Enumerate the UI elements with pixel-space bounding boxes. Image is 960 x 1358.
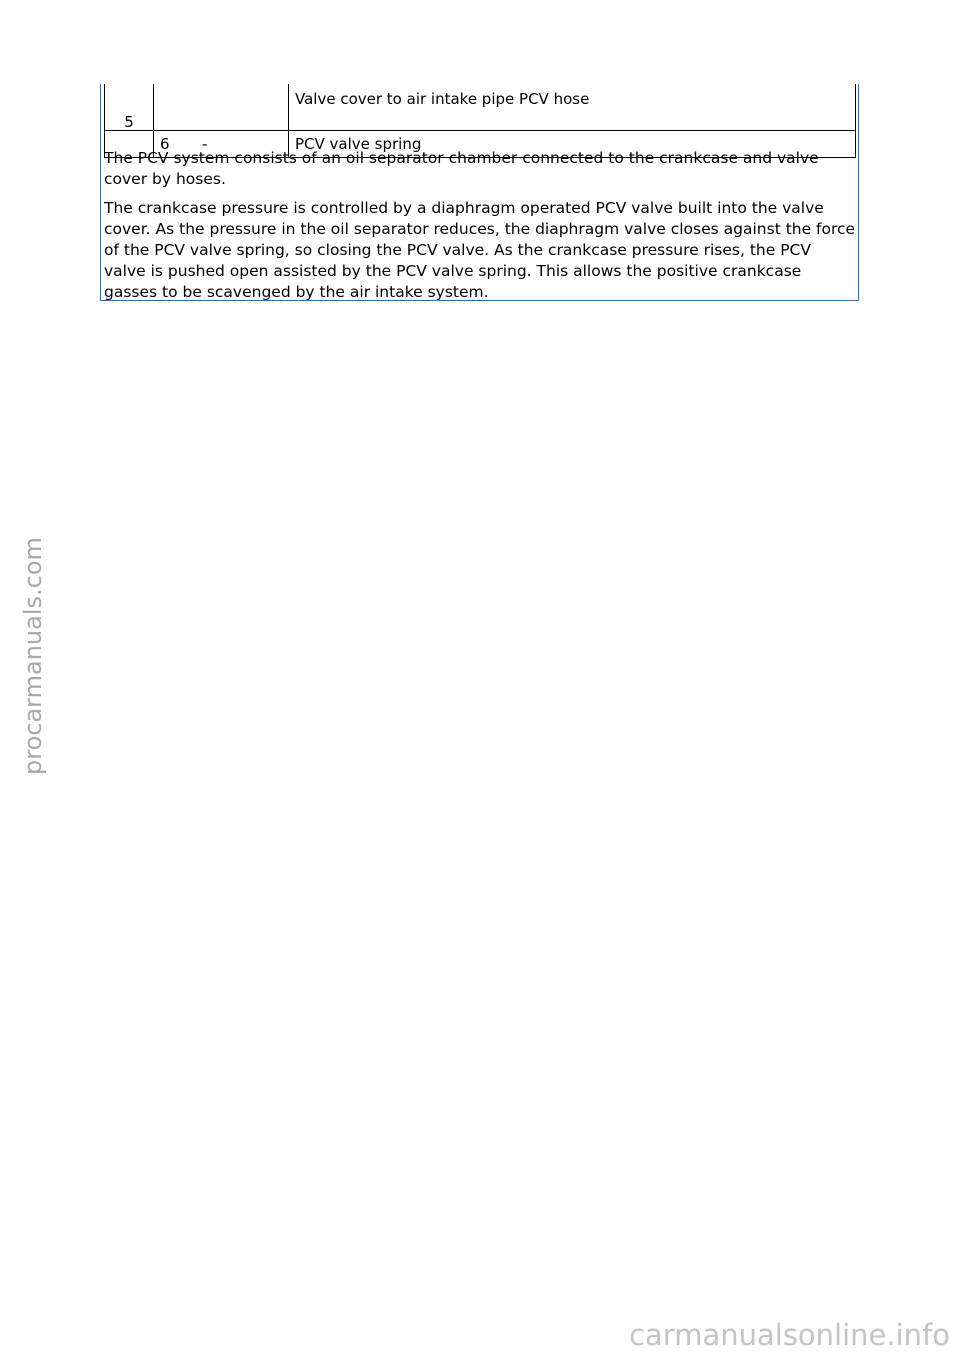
- sub-number: 6: [160, 135, 170, 153]
- side-watermark: procarmanuals.com: [19, 537, 47, 775]
- bottom-watermark: carmanualsonline.info: [629, 1318, 950, 1352]
- content-frame: [100, 84, 859, 301]
- parts-table: [104, 84, 856, 158]
- paragraph-crankcase-pressure: The crankcase pressure is controlled by a diaphragm operated PCV valve built into the valve cover. As the pressure in the oil separator reduces, the diaphragm valve closes against the force of the PCV valve spring, so closing the PCV valve. As the crankcase pressure rises, the PCV valve is pushed open assisted by the PCV valve spring. This allows the positive crankcase gasses to be scavenged by the air intake system.: [104, 199, 856, 301]
- item-description: Valve cover to air intake pipe PCV hose: [289, 84, 856, 131]
- paragraph-pcv-system: The PCV system consists of an oil separator chamber connected to the crankcase and valve cover by hoses.: [104, 149, 819, 188]
- table-row: [105, 84, 856, 131]
- item-sub-number: [154, 84, 289, 131]
- item-description: PCV valve spring: [289, 131, 856, 158]
- dash: -: [202, 135, 208, 153]
- item-number: 5: [105, 84, 154, 131]
